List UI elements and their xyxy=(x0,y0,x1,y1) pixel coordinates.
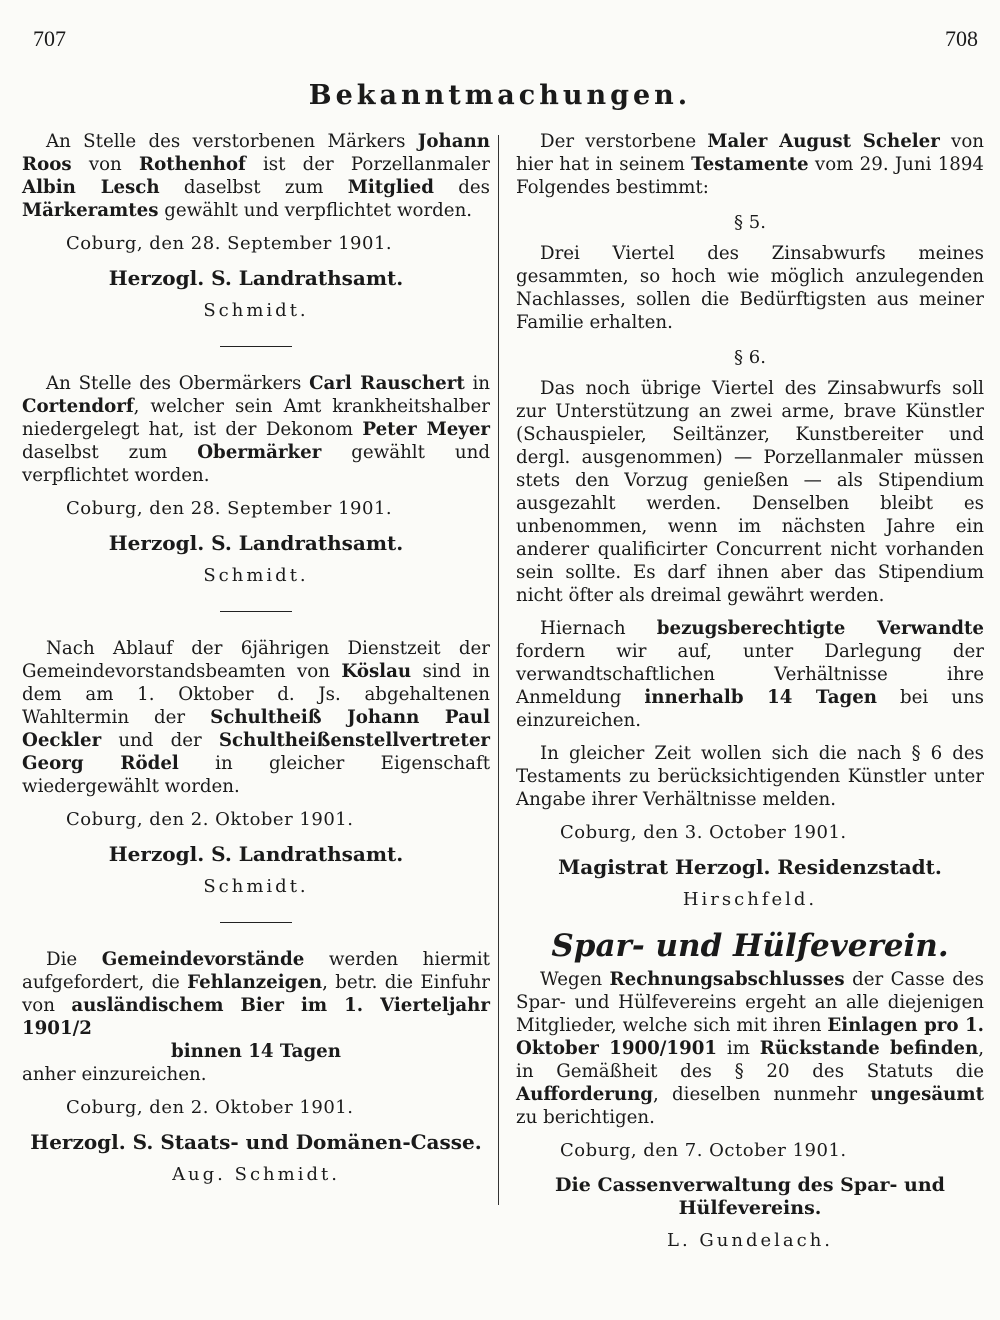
right-column xyxy=(516,130,984,1252)
announcement-date: Coburg, den 2. Oktober 1901. xyxy=(66,809,354,830)
announcement-date: Coburg, den 3. October 1901. xyxy=(560,822,847,843)
emphasized-text: Gemeindevorstände xyxy=(101,949,305,970)
issuing-office: Herzogl. S. Landrathsamt. xyxy=(108,531,404,555)
deadline-text: binnen 14 Tagen xyxy=(171,1041,341,1062)
emphasized-text: Schultheiß Johann Paul Oeckler xyxy=(22,707,490,751)
separator-rule xyxy=(220,611,292,612)
announcement-date: Coburg, den 28. September 1901. xyxy=(66,233,393,254)
emphasized-text: Carl Rauschert xyxy=(309,373,465,394)
signature: Schmidt. xyxy=(203,876,309,897)
announcement-1 xyxy=(22,130,490,322)
section-6-text: Das noch übrige Viertel des Zinsabwurfs soll zur Unterstützung an zwei arme, brave Künstler (Schauspieler, Seiltänzer, Kunstbereiter und dergl. ausgenommen) — Porzellanmaler müssen stets den Vorzug genießen — als Stipendium ausgezahlt werden. Denselben bleibt es unbenommen, wenn im nächsten Jahre ein anderer qualificirter Concurrent nicht vorhanden sein sollte. Es darf ihnen aber das Stipendium nicht öfter als dreimal gewährt werden. xyxy=(516,378,984,606)
announcement-date: Coburg, den 7. October 1901. xyxy=(560,1140,847,1161)
page-title: Bekanntmachungen. xyxy=(308,80,692,111)
emphasized-text: Cortendorf xyxy=(22,396,134,417)
announcement-4 xyxy=(22,948,490,1186)
column-divider xyxy=(498,135,499,1205)
emphasized-text: bezugsberechtigte Verwandte xyxy=(656,618,984,639)
separator-rule xyxy=(220,346,292,347)
issuing-office: Die Cassenverwaltung des Spar- und Hülfevereins. xyxy=(555,1174,945,1219)
emphasized-text: Maler August Scheler xyxy=(707,131,940,152)
signature: L. Gundelach. xyxy=(666,1230,834,1251)
issuing-office: Herzogl. S. Landrathsamt. xyxy=(108,266,404,290)
emphasized-text: Johann Roos xyxy=(22,131,490,175)
section-5-label: § 5. xyxy=(734,212,766,233)
emphasized-text: Köslau xyxy=(341,661,412,682)
emphasized-text: innerhalb 14 Tagen xyxy=(644,687,878,708)
emphasized-text: Aufforderung xyxy=(516,1084,654,1105)
emphasized-text: Rothenhof xyxy=(138,154,246,175)
page-number-right: 708 xyxy=(945,26,978,51)
section-heading-spar-verein: Spar- und Hülfeverein. xyxy=(551,928,949,964)
signature: Schmidt. xyxy=(203,300,309,321)
testament-intro: Der verstorbene Maler August Scheler von hier hat in seinem Testamente vom 29. Juni 1894 Folgendes bestimmt: xyxy=(516,131,984,198)
announcement-2 xyxy=(22,372,490,587)
emphasized-text: Mitglied xyxy=(347,177,434,198)
emphasized-text: Schultheißenstellvertreter Georg Rödel xyxy=(22,730,490,774)
emphasized-text: ausländischem Bier im 1. Vierteljahr 1901/2 xyxy=(22,995,490,1039)
signature: Hirschfeld. xyxy=(682,889,818,910)
signature: Schmidt. xyxy=(203,565,309,586)
announcement-date: Coburg, den 2. Oktober 1901. xyxy=(66,1097,354,1118)
issuing-office: Magistrat Herzogl. Residenzstadt. xyxy=(558,855,942,879)
spar-verein-body: Wegen Rechnungsabschlusses der Casse des Spar- und Hülfevereins ergeht an alle diejenigen Mitglieder, welche sich mit ihren Einlagen pro 1. Oktober 1900/1901 im Rückstande befinden, in Gemäßheit des § 20 des Statuts die Aufforderung, dieselben nunmehr ungesäumt zu berichtigen. xyxy=(516,969,985,1128)
announcement-body: Nach Ablauf der 6jährigen Dienstzeit der Gemeindevorstandsbeamten von Köslau sind in dem am 1. Oktober d. Js. abgehaltenen Wahltermin der Schultheiß Johann Paul Oeckler und der Schultheißenstellvertreter Georg Rödel in gleicher Eigenschaft wiedergewählt worden. xyxy=(22,638,491,797)
artists-notice: In gleicher Zeit wollen sich die nach § 6 des Testaments zu berücksichtigenden Künstler unter Angabe ihrer Verhältnisse melden. xyxy=(516,743,984,810)
emphasized-text: Obermärker xyxy=(197,442,322,463)
announcement-3 xyxy=(22,637,490,898)
relatives-notice: Hiernach bezugsberechtigte Verwandte fordern wir auf, unter Darlegung der verwandtschaftlichen Verhältnisse ihre Anmeldung innerhalb 14 Tagen bei uns einzureichen. xyxy=(516,618,985,731)
page-number-left: 707 xyxy=(33,26,66,51)
announcement-body: An Stelle des Obermärkers Carl Rauschert in Cortendorf, welcher sein Amt krankheitshalber niedergelegt hat, ist der Dekonom Peter Meyer daselbst zum Obermärker gewählt und verpflichtet worden. xyxy=(22,373,491,486)
announcement-body: An Stelle des verstorbenen Märkers Johann Roos von Rothenhof ist der Porzellanmaler Albin Lesch daselbst zum Mitglied des Märkeramtes gewählt und verpflichtet worden. xyxy=(22,131,490,221)
left-column xyxy=(22,130,490,1186)
emphasized-text: Fehlanzeigen xyxy=(187,972,323,993)
section-6-label: § 6. xyxy=(734,347,766,368)
emphasized-text: ungesäumt xyxy=(870,1084,984,1105)
issuing-office: Herzogl. S. Landrathsamt. xyxy=(108,842,404,866)
emphasized-text: Rechnungsabschlusses xyxy=(609,969,845,990)
announcement-tail: anher einzureichen. xyxy=(22,1064,207,1085)
separator-rule xyxy=(220,922,292,923)
announcement-body: Die Gemeindevorstände werden hiermit aufgefordert, die Fehlanzeigen, betr. die Einfuhr von ausländischem Bier im 1. Vierteljahr 1901/2 xyxy=(22,949,491,1039)
emphasized-text: Märkeramtes xyxy=(22,200,159,221)
emphasized-text: Peter Meyer xyxy=(362,419,491,440)
emphasized-text: Albin Lesch xyxy=(22,177,160,198)
section-5-text: Drei Viertel des Zinsabwurfs meines gesammten, so hoch wie möglich anzulegenden Nachlasses, sollen die Bedürftigsten aus meiner Familie erhalten. xyxy=(516,243,984,333)
signature: Aug. Schmidt. xyxy=(172,1164,340,1185)
issuing-office: Herzogl. S. Staats- und Domänen-Casse. xyxy=(30,1130,482,1154)
emphasized-text: Einlagen pro 1. Oktober 1900/1901 xyxy=(516,1015,984,1059)
emphasized-text: Testamente xyxy=(691,154,809,175)
emphasized-text: Rückstande befinden xyxy=(759,1038,979,1059)
announcement-date: Coburg, den 28. September 1901. xyxy=(66,498,393,519)
